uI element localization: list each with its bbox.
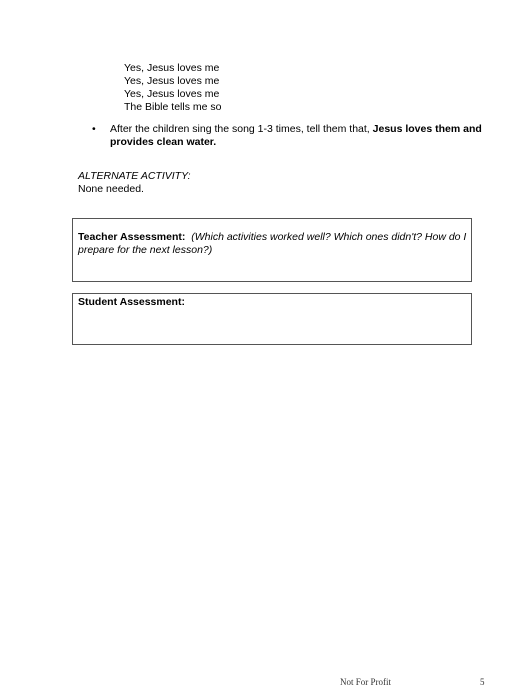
instruction-emphasis: Jesus loves them and provides clean water.	[110, 123, 482, 148]
song-lyrics	[124, 62, 221, 114]
teacher-assessment-note: (Which activities worked well? Which ones didn't? How do I prepare for the next lesson?)	[78, 231, 467, 256]
instruction-plain-text: After the children sing the song 1-3 times, tell them that,	[110, 123, 373, 135]
teacher-assessment-box	[72, 218, 472, 282]
bullet-icon: •	[92, 123, 96, 135]
song-line: The Bible tells me so	[124, 101, 222, 113]
alternate-activity-heading: ALTERNATE ACTIVITY:	[78, 170, 191, 182]
alternate-activity	[78, 170, 191, 196]
song-line: Yes, Jesus loves me	[124, 62, 220, 74]
teacher-assessment-label: Teacher Assessment:	[78, 231, 186, 243]
student-assessment-box	[72, 293, 472, 345]
page-footer	[0, 676, 532, 688]
footer-text: Not For Profit	[340, 677, 392, 687]
page-number: 5	[480, 677, 485, 687]
alternate-activity-body: None needed.	[78, 183, 144, 195]
song-line: Yes, Jesus loves me	[124, 88, 220, 100]
student-assessment-label: Student Assessment:	[78, 296, 185, 308]
song-line: Yes, Jesus loves me	[124, 75, 220, 87]
instruction-text	[110, 123, 500, 149]
